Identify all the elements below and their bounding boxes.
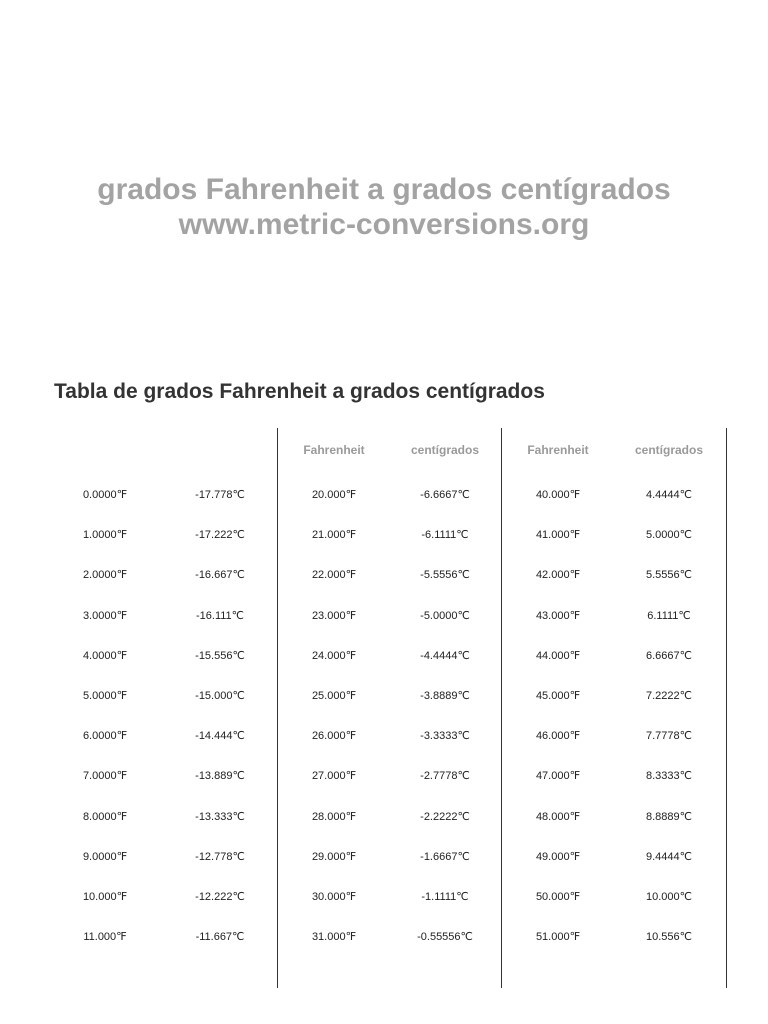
fahrenheit-value: 41.000℉ [535, 529, 581, 542]
fahrenheit-value: 42.000℉ [535, 569, 581, 582]
fahrenheit-value: 25.000℉ [311, 690, 357, 702]
fahrenheit-value: 11.000℉ [83, 931, 127, 944]
celsius-value: -11.667℃ [195, 931, 245, 944]
celsius-value: -17.222℃ [195, 529, 245, 542]
fahrenheit-value: 22.000℉ [311, 569, 357, 582]
celsius-value: 9.4444℃ [646, 850, 692, 863]
fahrenheit-value: 7.0000℉ [82, 770, 128, 783]
celsius-value: 4.4444℃ [646, 489, 692, 501]
banner-title: grados Fahrenheit a grados centígrados [97, 173, 671, 206]
celsius-value: 8.8889℃ [646, 810, 692, 823]
celsius-value: 5.5556℃ [646, 569, 692, 582]
celsius-value: -0.55556℃ [417, 931, 473, 944]
celsius-value: 6.1111℃ [647, 609, 691, 622]
celsius-value: -17.778℃ [195, 489, 245, 501]
celsius-value: 7.7778℃ [646, 730, 692, 743]
column-divider [726, 428, 727, 988]
fahrenheit-value: 40.000℉ [535, 489, 581, 501]
fahrenheit-value: 24.000℉ [311, 649, 357, 662]
column-divider [501, 428, 502, 988]
fahrenheit-value: 48.000℉ [535, 810, 581, 823]
fahrenheit-value: 3.0000℉ [82, 609, 128, 622]
celsius-value: -13.889℃ [195, 770, 245, 783]
celsius-value: -2.7778℃ [420, 770, 470, 783]
celsius-value: 8.3333℃ [646, 770, 692, 783]
fahrenheit-value: 28.000℉ [311, 810, 357, 823]
celsius-value: -1.1111℃ [421, 891, 469, 903]
fahrenheit-value: 31.000℉ [311, 931, 357, 944]
fahrenheit-value: 20.000℉ [311, 489, 357, 501]
fahrenheit-value: 30.000℉ [311, 891, 357, 903]
header-fahrenheit: Fahrenheit [303, 443, 365, 457]
fahrenheit-value: 49.000℉ [535, 850, 581, 863]
celsius-value: -1.6667℃ [420, 850, 470, 863]
fahrenheit-value: 9.0000℉ [82, 850, 128, 863]
fahrenheit-value: 29.000℉ [311, 850, 357, 863]
banner-url: www.metric-conversions.org [178, 208, 590, 241]
celsius-value: -3.8889℃ [420, 690, 470, 702]
celsius-value: -4.4444℃ [420, 649, 470, 662]
fahrenheit-value: 45.000℉ [535, 690, 581, 702]
celsius-value: -15.556℃ [195, 649, 245, 662]
celsius-value: -12.778℃ [195, 850, 245, 863]
celsius-value: -16.111℃ [195, 609, 245, 622]
celsius-value: 6.6667℃ [646, 649, 692, 662]
column-divider [277, 428, 278, 988]
fahrenheit-value: 50.000℉ [535, 891, 581, 903]
header-celsius: centígrados [634, 443, 703, 457]
celsius-value: -15.000℃ [195, 690, 245, 702]
site-banner [0, 172, 768, 242]
fahrenheit-value: 47.000℉ [535, 770, 581, 783]
celsius-value: 10.000℃ [646, 891, 692, 903]
celsius-value: 5.0000℃ [646, 529, 692, 542]
fahrenheit-value: 10.000℉ [82, 891, 128, 903]
header-celsius: centígrados [410, 443, 479, 457]
fahrenheit-value: 0.0000℉ [82, 489, 128, 501]
celsius-value: -5.5556℃ [420, 569, 470, 582]
celsius-value: 10.556℃ [646, 931, 692, 944]
celsius-value: 7.2222℃ [646, 690, 692, 702]
fahrenheit-value: 51.000℉ [535, 931, 581, 944]
fahrenheit-value: 26.000℉ [311, 730, 357, 743]
celsius-value: -12.222℃ [195, 891, 245, 903]
fahrenheit-value: 43.000℉ [535, 609, 581, 622]
fahrenheit-value: 5.0000℉ [82, 690, 128, 702]
fahrenheit-value: 4.0000℉ [82, 649, 128, 662]
fahrenheit-value: 46.000℉ [535, 730, 581, 743]
celsius-value: -2.2222℃ [420, 810, 470, 823]
celsius-value: -5.0000℃ [420, 609, 470, 622]
fahrenheit-value: 44.000℉ [535, 649, 581, 662]
celsius-value: -14.444℃ [195, 730, 245, 743]
celsius-value: -3.3333℃ [420, 730, 470, 743]
fahrenheit-value: 23.000℉ [311, 609, 357, 622]
fahrenheit-value: 21.000℉ [311, 529, 357, 542]
fahrenheit-value: 1.0000℉ [82, 529, 128, 542]
header-fahrenheit: Fahrenheit [527, 443, 589, 457]
celsius-value: -6.6667℃ [420, 489, 470, 501]
fahrenheit-value: 6.0000℉ [82, 730, 128, 743]
celsius-value: -13.333℃ [195, 810, 245, 823]
fahrenheit-value: 2.0000℉ [82, 569, 128, 582]
table-title: Tabla de grados Fahrenheit a grados centígrados [54, 380, 545, 403]
fahrenheit-value: 27.000℉ [311, 770, 357, 783]
celsius-value: -6.1111℃ [421, 529, 469, 542]
celsius-value: -16.667℃ [195, 569, 245, 582]
fahrenheit-value: 8.0000℉ [82, 810, 128, 823]
